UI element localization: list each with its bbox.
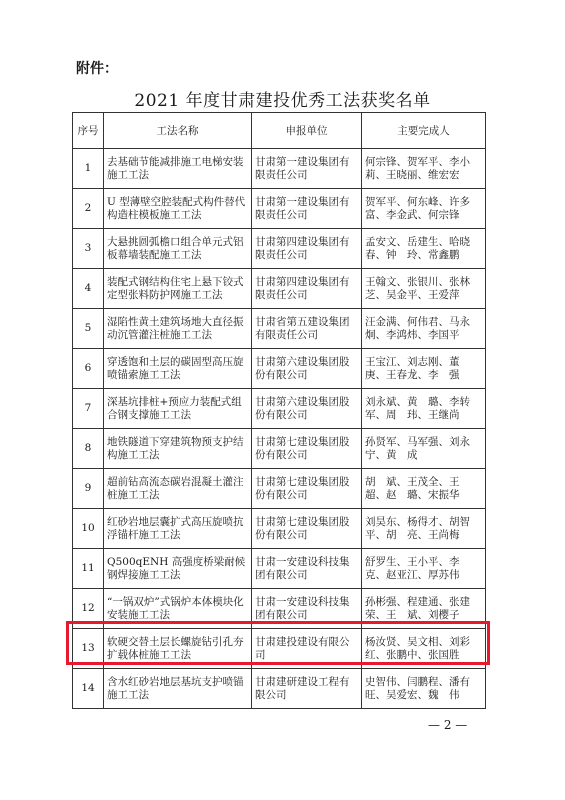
method-name: 红砂岩地层囊扩式高压旋喷抗浮锚杆施工工法 xyxy=(104,509,252,549)
main-contributors: 王翰文、张银川、张林芝、吴金平、王爱萍 xyxy=(362,269,486,309)
table-row xyxy=(73,349,486,389)
method-name: U 型薄壁空腔装配式构件替代构造柱模板施工工法 xyxy=(104,189,252,229)
main-contributors: 孙彬强、程建通、张建荣、王 斌、刘樱子 xyxy=(362,589,486,629)
attachment-label: 附件： xyxy=(76,61,118,77)
main-contributors: 刘永斌、黄 璐、李转军、周 玮、王继尚 xyxy=(362,389,486,429)
method-name: 地铁隧道下穿建筑物预支护结构施工工法 xyxy=(104,429,252,469)
method-name: Q500qENH 高强度桥梁耐候钢焊接施工工法 xyxy=(104,549,252,589)
column-header-people: 主要完成人 xyxy=(362,113,486,149)
table-row xyxy=(73,229,486,269)
table-row xyxy=(73,429,486,469)
main-contributors: 何宗锋、贺军平、李小莉、王晓丽、维宏宏 xyxy=(362,149,486,189)
row-number: 5 xyxy=(73,309,104,349)
method-name: 软硬交替土层长螺旋钻引孔夯扩载体桩施工工法 xyxy=(104,629,252,669)
applicant-unit: 甘肃第一建设集团有限责任公司 xyxy=(252,189,362,229)
table-row xyxy=(73,669,486,709)
applicant-unit: 甘肃第四建设集团有限责任公司 xyxy=(252,269,362,309)
method-name: 装配式钢结构住宅上悬下铰式定型张料防护网施工工法 xyxy=(104,269,252,309)
applicant-unit: 甘肃一安建设科技集团有限公司 xyxy=(252,589,362,629)
applicant-unit: 甘肃省第五建设集团有限责任公司 xyxy=(252,309,362,349)
table-row xyxy=(73,189,486,229)
method-name: 深基坑排桩+预应力装配式组合钢支撑施工工法 xyxy=(104,389,252,429)
row-number: 2 xyxy=(73,189,104,229)
column-header-name: 工法名称 xyxy=(104,113,252,149)
applicant-unit: 甘肃第七建设集团股份有限公司 xyxy=(252,469,362,509)
method-name: 去基础节能减排施工电梯安装施工工法 xyxy=(104,149,252,189)
table-row xyxy=(73,509,486,549)
method-name: 超前钻高流态碳岩混凝土灌注桩施工工法 xyxy=(104,469,252,509)
table-row xyxy=(73,469,486,509)
applicant-unit: 甘肃第四建设集团有限责任公司 xyxy=(252,229,362,269)
applicant-unit: 甘肃第六建设集团股份有限公司 xyxy=(252,349,362,389)
table-row xyxy=(73,269,486,309)
main-contributors: 王宝江、刘志刚、董 庚、王春龙、李 强 xyxy=(362,349,486,389)
row-number: 9 xyxy=(73,469,104,509)
main-contributors: 孙贤军、马军强、刘永宁、黄 成 xyxy=(362,429,486,469)
row-number: 8 xyxy=(73,429,104,469)
row-number: 12 xyxy=(73,589,104,629)
applicant-unit: 甘肃第一建设集团有限责任公司 xyxy=(252,149,362,189)
document-title: 2021 年度甘肃建投优秀工法获奖名单 xyxy=(134,91,431,111)
table-row xyxy=(73,549,486,589)
main-contributors: 刘昊东、杨得才、胡智平、胡 亮、王尚梅 xyxy=(362,509,486,549)
main-contributors: 孟安文、岳建生、哈晓春、钟 玲、常鑫鹏 xyxy=(362,229,486,269)
applicant-unit: 甘肃第七建设集团股份有限公司 xyxy=(252,429,362,469)
row-number: 10 xyxy=(73,509,104,549)
applicant-unit: 甘肃建研建设工程有限公司 xyxy=(252,669,362,709)
table-header-row xyxy=(73,113,486,149)
main-contributors: 贺军平、何东峰、许多富、李金武、何宗锋 xyxy=(362,189,486,229)
method-name: 湿陷性黄土建筑场地大直径振动沉管灌注桩施工工法 xyxy=(104,309,252,349)
row-number: 14 xyxy=(73,669,104,709)
method-name: 穿透饱和土层的碳固型高压旋喷锚索施工工法 xyxy=(104,349,252,389)
table-row-highlighted xyxy=(73,629,486,669)
applicant-unit: 甘肃第七建设集团股份有限公司 xyxy=(252,509,362,549)
method-name: 大悬挑圆弧檐口组合单元式铝板幕墙装配施工工法 xyxy=(104,229,252,269)
table-row xyxy=(73,149,486,189)
award-table xyxy=(72,112,486,709)
column-header-unit: 申报单位 xyxy=(252,113,362,149)
main-contributors: 舒罗生、王小平、李 克、赵亚江、厚苏伟 xyxy=(362,549,486,589)
applicant-unit: 甘肃第六建设集团股份有限公司 xyxy=(252,389,362,429)
method-name: “一锅双炉”式锅炉本体模块化安装施工工法 xyxy=(104,589,252,629)
column-header-no: 序号 xyxy=(73,113,104,149)
main-contributors: 汪金满、何伟君、马永炯、李鸿炜、李国平 xyxy=(362,309,486,349)
row-number: 4 xyxy=(73,269,104,309)
row-number: 7 xyxy=(73,389,104,429)
page-number: — 2 — xyxy=(428,718,468,732)
main-contributors: 史智伟、闫鹏程、潘有旺、吴爱宏、魏 伟 xyxy=(362,669,486,709)
applicant-unit: 甘肃一安建设科技集团有限公司 xyxy=(252,549,362,589)
method-name: 含水红砂岩地层基坑支护喷锚施工工法 xyxy=(104,669,252,709)
applicant-unit: 甘肃建投建设有限公司 xyxy=(252,629,362,669)
main-contributors: 胡 斌、王茂全、王 超、赵 璐、宋振华 xyxy=(362,469,486,509)
row-number: 6 xyxy=(73,349,104,389)
main-contributors: 杨汝贤、吴文相、刘彩红、张鹏中、张国胜 xyxy=(362,629,486,669)
table-row xyxy=(73,309,486,349)
row-number: 3 xyxy=(73,229,104,269)
table-row xyxy=(73,389,486,429)
row-number: 13 xyxy=(73,629,104,669)
row-number: 11 xyxy=(73,549,104,589)
row-number: 1 xyxy=(73,149,104,189)
table-row xyxy=(73,589,486,629)
